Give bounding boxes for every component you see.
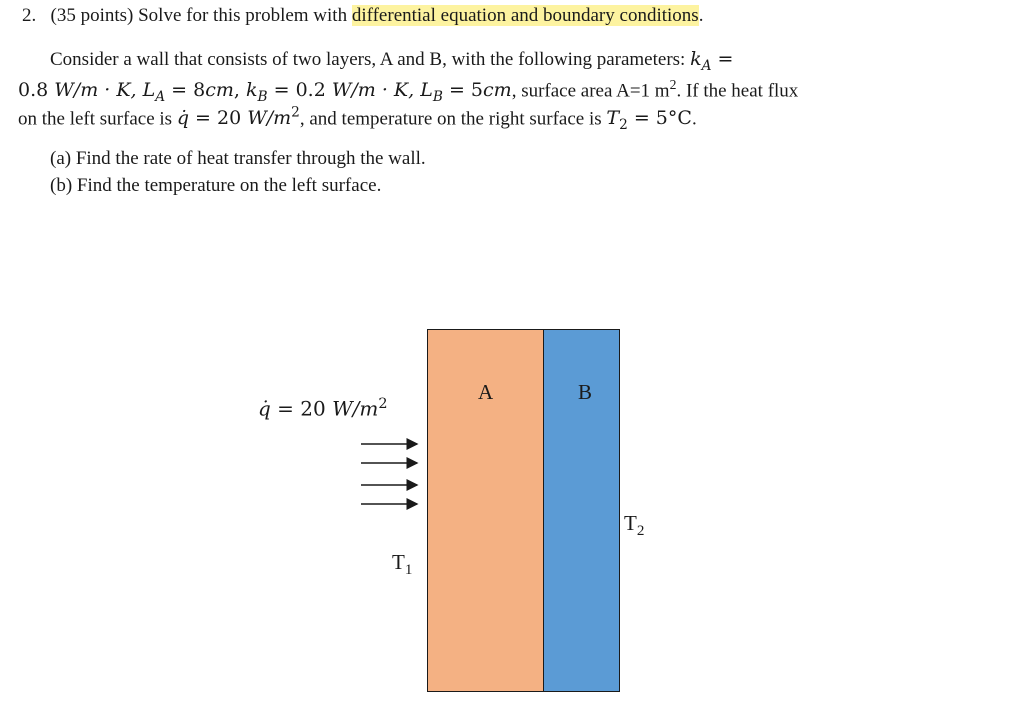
la-comma: , <box>233 79 240 102</box>
t1-subscript: 1 <box>404 562 413 579</box>
paragraph-line-1 <box>50 48 733 74</box>
t1-label <box>392 550 412 579</box>
t2-subscript: 2 <box>619 117 628 134</box>
right-temp-text: , and temperature on the right surface is <box>299 108 602 130</box>
q-value: = 20 <box>195 107 242 130</box>
lb-unit: cm <box>483 79 512 102</box>
kb-unit: W/m · K, <box>331 79 415 102</box>
heat-flux-arrows <box>355 436 425 512</box>
highlighted-phrase: differential equation and boundary conditions <box>351 5 699 26</box>
ka-subscript: A <box>701 57 712 74</box>
t2-label <box>624 511 644 540</box>
lb-value: = 5 <box>448 79 484 102</box>
heat-flux-label <box>258 396 388 421</box>
kb-value: = 0.2 <box>273 79 326 102</box>
left-surface-text: on the left surface is <box>18 108 173 130</box>
lb-subscript: B <box>432 89 443 106</box>
paragraph-line-3 <box>18 105 697 133</box>
kb-subscript: B <box>257 89 268 106</box>
surface-area-text: , surface area A=1 m <box>511 80 670 102</box>
heat-flux-text: . If the heat flux <box>676 80 799 102</box>
la-subscript: A <box>155 89 166 106</box>
flux-exponent: 2 <box>378 396 388 412</box>
t1-symbol: T <box>392 550 405 574</box>
problem-number: 2. <box>22 5 37 26</box>
lb-symbol: L <box>420 79 433 102</box>
la-symbol: L <box>142 79 156 102</box>
la-unit: cm <box>205 79 234 102</box>
question-b: (b) Find the temperature on the left surface. <box>50 175 382 196</box>
q-unit-exponent: 2 <box>291 105 300 121</box>
flux-value: = 20 <box>277 396 326 421</box>
t2-value: = 5°C <box>633 107 692 130</box>
paragraph-line-2 <box>18 77 798 105</box>
t2-symbol: T <box>606 107 620 130</box>
ka-value: 0.8 <box>18 79 49 102</box>
q-dot-symbol: q̇ <box>176 107 189 130</box>
t2-diagram-subscript: 2 <box>636 523 645 540</box>
q-unit: W/m <box>247 107 292 130</box>
t2-diagram-symbol: T <box>624 511 637 535</box>
area-exponent: 2 <box>669 77 677 92</box>
sentence-intro: Consider a wall that consists of two layers, A and B, with the following parameters: <box>50 49 686 70</box>
layer-a-label: A <box>478 380 494 404</box>
line3-period: . <box>691 108 697 130</box>
flux-unit: W/m <box>332 396 379 421</box>
la-value: = 8 <box>171 79 206 102</box>
problem-header <box>22 5 703 27</box>
ka-unit: W/m · K, <box>54 79 137 102</box>
ka-symbol: k <box>690 48 702 70</box>
problem-intro: (35 points) Solve for this problem with <box>50 5 348 26</box>
question-a: (a) Find the rate of heat transfer through the wall. <box>50 148 426 169</box>
ka-equals: = <box>717 48 734 70</box>
kb-symbol: k <box>246 79 258 102</box>
layer-b-label: B <box>578 380 593 404</box>
header-period: . <box>698 5 704 26</box>
flux-q-dot: q̇ <box>258 396 271 421</box>
